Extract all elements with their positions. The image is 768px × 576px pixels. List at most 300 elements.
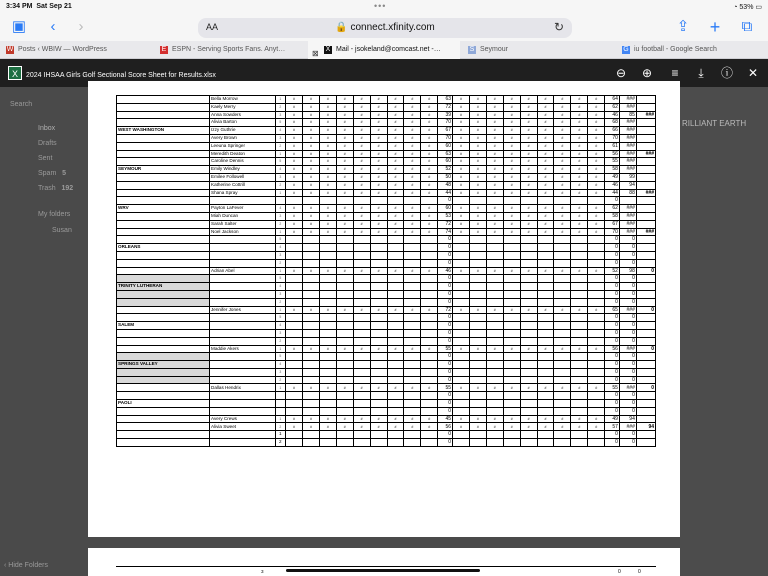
hole-score-cell: # (404, 127, 421, 135)
hole-score-cell (554, 400, 571, 408)
trash-count: 192 (61, 185, 74, 192)
hole-score-cell: # (421, 103, 438, 111)
hole-score-cell: # (336, 158, 353, 166)
hole-score-cell (353, 353, 370, 361)
page2-back: 0 (638, 569, 641, 575)
hole-score-cell (336, 322, 353, 330)
hole-score-cell (319, 329, 336, 337)
hole-score-cell (404, 298, 421, 306)
hole-score-cell (571, 353, 588, 361)
table-row (117, 329, 656, 337)
hole-score-cell (353, 275, 370, 283)
total-cell: ### (619, 345, 636, 353)
team-cell (117, 376, 210, 384)
hole-score-cell (370, 392, 387, 400)
hole-score-cell (537, 275, 554, 283)
back-nine-cell: 0 (605, 439, 620, 447)
hole-score-cell (503, 439, 520, 447)
download-icon[interactable]: ⤓ (698, 66, 704, 80)
total-cell: ### (619, 134, 636, 142)
hole-score-cell (588, 283, 605, 291)
hole-score-cell (469, 329, 486, 337)
browser-tab[interactable] (462, 41, 614, 59)
hole-score-cell: # (520, 96, 537, 104)
hole-score-cell (286, 392, 303, 400)
front-nine-cell: 0 (438, 392, 453, 400)
hole-score-cell (554, 376, 571, 384)
hole-score-cell: # (370, 103, 387, 111)
hide-folders-link[interactable]: ‹ Hide Folders (4, 562, 48, 569)
hole-score-cell: # (421, 415, 438, 423)
reader-aa[interactable]: AA (206, 22, 219, 32)
hole-score-cell: # (353, 423, 370, 431)
my-folders[interactable]: My folders (38, 211, 71, 218)
hole-score-cell (554, 244, 571, 252)
hole-score-cell: # (421, 384, 438, 392)
hole-score-cell (503, 283, 520, 291)
multitask-dots-icon[interactable]: ••• (374, 1, 387, 11)
total-cell: 0 (619, 329, 636, 337)
hole-score-cell (453, 376, 470, 384)
hole-score-cell: # (370, 267, 387, 275)
hole-score-cell: # (520, 306, 537, 314)
hole-score-cell (370, 283, 387, 291)
hole-score-cell: # (571, 228, 588, 236)
hole-score-cell: # (370, 119, 387, 127)
order-cell: 3 (275, 329, 286, 337)
hole-score-cell (353, 251, 370, 259)
hole-score-cell (486, 197, 503, 205)
hole-score-cell (319, 322, 336, 330)
hole-score-cell: # (453, 96, 470, 104)
hole-score-cell: # (486, 173, 503, 181)
hole-score-cell (302, 298, 319, 306)
hole-score-cell: # (302, 181, 319, 189)
address-bar[interactable] (198, 18, 572, 38)
hole-score-cell: # (336, 189, 353, 197)
favicon-icon: G (623, 46, 629, 53)
hole-score-cell: # (302, 220, 319, 228)
order-cell (275, 407, 286, 415)
back-nine-cell: 61 (605, 142, 620, 150)
hole-score-cell: # (469, 306, 486, 314)
browser-tab[interactable] (616, 41, 768, 59)
hole-score-cell: # (503, 111, 520, 119)
hole-score-cell: # (387, 181, 404, 189)
forward-icon[interactable]: › (78, 18, 84, 35)
hole-score-cell (286, 407, 303, 415)
hole-score-cell: # (554, 306, 571, 314)
hole-score-cell: # (520, 173, 537, 181)
hole-score-cell: # (286, 345, 303, 353)
battery-icon: ▭ (755, 4, 762, 11)
hole-score-cell (319, 314, 336, 322)
hole-score-cell: # (353, 189, 370, 197)
close-icon[interactable]: ✕ (747, 66, 759, 80)
hole-score-cell: # (571, 384, 588, 392)
front-nine-cell: 0 (438, 353, 453, 361)
hole-score-cell: # (486, 415, 503, 423)
hole-score-cell: # (404, 150, 421, 158)
hole-score-cell: # (554, 205, 571, 213)
browser-tab[interactable] (154, 41, 306, 59)
folder-susan[interactable]: Susan (52, 227, 72, 234)
hole-score-cell: # (319, 228, 336, 236)
front-nine-cell: 0 (438, 290, 453, 298)
hole-score-cell: # (588, 142, 605, 150)
total-cell: ### (619, 423, 636, 431)
hole-score-cell (486, 376, 503, 384)
back-nine-cell: 0 (605, 251, 620, 259)
hole-score-cell: # (537, 384, 554, 392)
hole-score-cell: # (421, 423, 438, 431)
hole-score-cell: # (387, 127, 404, 135)
hole-score-cell: # (554, 220, 571, 228)
hole-score-cell (404, 251, 421, 259)
url-value: connect.xfinity.com (350, 22, 435, 33)
hole-score-cell: # (571, 267, 588, 275)
hole-score-cell (404, 314, 421, 322)
hole-score-cell: # (319, 212, 336, 220)
hole-score-cell: # (537, 150, 554, 158)
hole-score-cell (588, 251, 605, 259)
team-total-cell: ### (636, 111, 655, 119)
share-icon[interactable]: ⇪ (676, 18, 690, 35)
hole-score-cell: # (421, 173, 438, 181)
player-name-cell (210, 353, 276, 361)
hole-score-cell: # (588, 415, 605, 423)
hole-score-cell: # (554, 166, 571, 174)
hole-score-cell (286, 298, 303, 306)
front-nine-cell: 0 (438, 361, 453, 369)
team-total-cell (636, 96, 655, 104)
team-total-cell (636, 119, 655, 127)
hole-score-cell (571, 337, 588, 345)
player-name-cell: Noel Jackson (210, 228, 276, 236)
hole-score-cell (302, 353, 319, 361)
hole-score-cell (370, 244, 387, 252)
back-nine-cell: 64 (605, 96, 620, 104)
hole-score-cell (404, 368, 421, 376)
hole-score-cell (486, 275, 503, 283)
team-cell (117, 337, 210, 345)
hole-score-cell: # (370, 189, 387, 197)
table-row (117, 134, 656, 142)
order-cell: 1 (275, 267, 286, 275)
hole-score-cell: # (453, 142, 470, 150)
hole-score-cell: # (588, 181, 605, 189)
page2-ord: 3 (261, 569, 264, 574)
team-cell (117, 134, 210, 142)
team-total-cell: ### (636, 228, 655, 236)
total-cell: ### (619, 103, 636, 111)
hole-score-cell (302, 431, 319, 439)
hole-score-cell (404, 361, 421, 369)
table-row (117, 298, 656, 306)
total-cell: 0 (619, 314, 636, 322)
search-label[interactable]: Search (10, 101, 33, 108)
hole-score-cell: # (453, 228, 470, 236)
hole-score-cell: # (370, 158, 387, 166)
front-nine-cell: 60 (438, 158, 453, 166)
hole-score-cell: # (554, 173, 571, 181)
hole-score-cell: # (571, 158, 588, 166)
hole-score-cell: # (404, 306, 421, 314)
hole-score-cell (421, 251, 438, 259)
hole-score-cell: # (571, 306, 588, 314)
hole-score-cell: # (421, 111, 438, 119)
order-cell: 4 (275, 205, 286, 213)
hole-score-cell: # (486, 103, 503, 111)
hole-score-cell (353, 259, 370, 267)
hole-score-cell (387, 392, 404, 400)
hole-score-cell: # (503, 415, 520, 423)
folder-trash[interactable] (38, 185, 73, 192)
hole-score-cell: # (319, 142, 336, 150)
player-name-cell (210, 392, 276, 400)
hole-score-cell (319, 197, 336, 205)
hole-score-cell: # (319, 96, 336, 104)
back-nine-cell: 46 (605, 181, 620, 189)
hole-score-cell: # (537, 345, 554, 353)
hole-score-cell: # (554, 142, 571, 150)
hole-score-cell: # (353, 150, 370, 158)
hole-score-cell: # (554, 345, 571, 353)
hole-score-cell (503, 244, 520, 252)
hole-score-cell (387, 314, 404, 322)
hole-score-cell: # (387, 173, 404, 181)
order-cell: 1 (275, 96, 286, 104)
hole-score-cell (520, 298, 537, 306)
hole-score-cell: # (571, 220, 588, 228)
team-total-cell (636, 290, 655, 298)
hole-score-cell: # (571, 415, 588, 423)
hole-score-cell: # (319, 134, 336, 142)
back-nine-cell: 0 (605, 259, 620, 267)
hole-score-cell: # (421, 205, 438, 213)
menu-icon[interactable]: ≡ (671, 66, 679, 80)
hole-score-cell: # (503, 142, 520, 150)
hole-score-cell (302, 337, 319, 345)
hole-score-cell (486, 259, 503, 267)
hole-score-cell (554, 337, 571, 345)
hole-score-cell: # (503, 134, 520, 142)
hole-score-cell (336, 392, 353, 400)
hole-score-cell (503, 259, 520, 267)
spam-count: 5 (62, 170, 67, 177)
hole-score-cell: # (370, 96, 387, 104)
table-row (117, 158, 656, 166)
hole-score-cell: # (286, 166, 303, 174)
team-total-cell (636, 134, 655, 142)
date-text: Sat Sep 21 (36, 3, 72, 10)
hole-score-cell (571, 275, 588, 283)
hole-score-cell: # (387, 142, 404, 150)
hole-score-cell: # (336, 166, 353, 174)
tabs-overview-icon[interactable]: ⧉ (741, 18, 753, 35)
hole-score-cell: # (421, 142, 438, 150)
total-cell: 0 (619, 407, 636, 415)
hole-score-cell: # (370, 212, 387, 220)
order-cell: 1 (275, 345, 286, 353)
hole-score-cell: # (353, 166, 370, 174)
hole-score-cell: # (387, 267, 404, 275)
hole-score-cell (588, 275, 605, 283)
hole-score-cell: # (286, 103, 303, 111)
hole-score-cell: # (319, 384, 336, 392)
zoom-out-icon[interactable]: ⊖ (615, 66, 627, 80)
hole-score-cell: # (387, 158, 404, 166)
folder-inbox[interactable]: Inbox (38, 125, 56, 132)
team-total-cell (636, 251, 655, 259)
player-name-cell (210, 298, 276, 306)
table-row (117, 392, 656, 400)
table-row (117, 267, 656, 275)
hole-score-cell: # (387, 189, 404, 197)
hole-score-cell (554, 275, 571, 283)
hole-score-cell: # (453, 212, 470, 220)
total-cell: ### (619, 119, 636, 127)
hole-score-cell (370, 353, 387, 361)
hole-score-cell (286, 353, 303, 361)
hole-score-cell (336, 361, 353, 369)
hole-score-cell: # (503, 306, 520, 314)
hole-score-cell: # (336, 173, 353, 181)
hole-score-cell: # (486, 166, 503, 174)
front-nine-cell: 0 (438, 259, 453, 267)
hole-score-cell: # (286, 134, 303, 142)
total-cell: 0 (619, 290, 636, 298)
hole-score-cell: # (503, 220, 520, 228)
tab-close-icon[interactable]: ⊠ (312, 49, 319, 58)
team-cell (117, 407, 210, 415)
total-cell: 0 (619, 298, 636, 306)
team-cell (117, 384, 210, 392)
hole-score-cell (353, 392, 370, 400)
player-name-cell (210, 290, 276, 298)
hole-score-cell: # (571, 189, 588, 197)
hole-score-cell (336, 197, 353, 205)
hole-score-cell: # (453, 119, 470, 127)
hole-score-cell (537, 361, 554, 369)
hole-score-cell (370, 439, 387, 447)
hole-score-cell: # (286, 142, 303, 150)
hole-score-cell (319, 361, 336, 369)
zoom-in-icon[interactable]: ⊕ (641, 66, 653, 80)
hole-score-cell: # (571, 119, 588, 127)
hole-score-cell: # (421, 228, 438, 236)
hole-score-cell (404, 275, 421, 283)
hole-score-cell: # (520, 345, 537, 353)
hole-score-cell (537, 244, 554, 252)
table-row (117, 337, 656, 345)
hole-score-cell (421, 236, 438, 244)
hole-score-cell (537, 314, 554, 322)
sidebar-icon[interactable]: ▣ (11, 18, 27, 35)
hole-score-cell (554, 290, 571, 298)
hole-score-cell (520, 251, 537, 259)
front-nine-cell: 0 (438, 431, 453, 439)
back-nine-cell: 55 (605, 384, 620, 392)
total-cell: 0 (619, 236, 636, 244)
hole-score-cell: # (588, 166, 605, 174)
order-cell: 1 (275, 150, 286, 158)
player-name-cell (210, 337, 276, 345)
hole-score-cell (469, 283, 486, 291)
team-total-cell (636, 439, 655, 447)
hole-score-cell (421, 407, 438, 415)
new-tab-icon[interactable]: + (709, 17, 721, 37)
hole-score-cell (421, 329, 438, 337)
hole-score-cell: # (537, 415, 554, 423)
hole-score-cell: # (302, 111, 319, 119)
hole-score-cell (588, 259, 605, 267)
url-text: 🔒 connect.xfinity.com (335, 22, 435, 33)
front-nine-cell: 72 (438, 220, 453, 228)
hole-score-cell: # (387, 228, 404, 236)
hole-score-cell: # (588, 423, 605, 431)
hole-score-cell: # (571, 345, 588, 353)
hole-score-cell: # (404, 119, 421, 127)
hole-score-cell: # (537, 111, 554, 119)
hole-score-cell (387, 298, 404, 306)
back-nine-cell: 0 (605, 283, 620, 291)
order-cell (275, 392, 286, 400)
back-icon[interactable]: ‹ (50, 18, 56, 35)
browser-tab[interactable] (0, 41, 152, 59)
browser-tab[interactable] (308, 41, 460, 59)
hole-score-cell: # (404, 415, 421, 423)
hole-score-cell: # (336, 103, 353, 111)
hole-score-cell: # (469, 181, 486, 189)
trash-label: Trash (38, 185, 56, 192)
table-row (117, 275, 656, 283)
folder-sent[interactable]: Sent (38, 155, 53, 162)
player-name-cell: Avery Brown (210, 134, 276, 142)
order-cell: 2 (275, 142, 286, 150)
front-nine-cell: 0 (438, 329, 453, 337)
info-icon[interactable]: ⓘ (720, 66, 733, 80)
hole-score-cell: # (554, 228, 571, 236)
hole-score-cell: # (286, 181, 303, 189)
hole-score-cell (520, 314, 537, 322)
hole-score-cell: # (469, 150, 486, 158)
hole-score-cell: # (486, 212, 503, 220)
hole-score-cell (370, 361, 387, 369)
hole-score-cell (404, 407, 421, 415)
player-name-cell (210, 251, 276, 259)
home-indicator (286, 569, 480, 572)
reload-icon[interactable]: ↻ (553, 20, 564, 34)
hole-score-cell (387, 244, 404, 252)
hole-score-cell: # (571, 423, 588, 431)
folder-drafts[interactable]: Drafts (38, 140, 57, 147)
hole-score-cell: # (503, 267, 520, 275)
hole-score-cell: # (404, 158, 421, 166)
team-total-cell (636, 275, 655, 283)
team-total-cell (636, 400, 655, 408)
team-cell (117, 111, 210, 119)
hole-score-cell: # (370, 111, 387, 119)
hole-score-cell (387, 376, 404, 384)
team-total-cell (636, 181, 655, 189)
folder-spam[interactable] (38, 170, 66, 177)
hole-score-cell: # (588, 189, 605, 197)
hole-score-cell: # (554, 212, 571, 220)
team-cell (117, 439, 210, 447)
hole-score-cell (421, 244, 438, 252)
hole-score-cell: # (353, 205, 370, 213)
